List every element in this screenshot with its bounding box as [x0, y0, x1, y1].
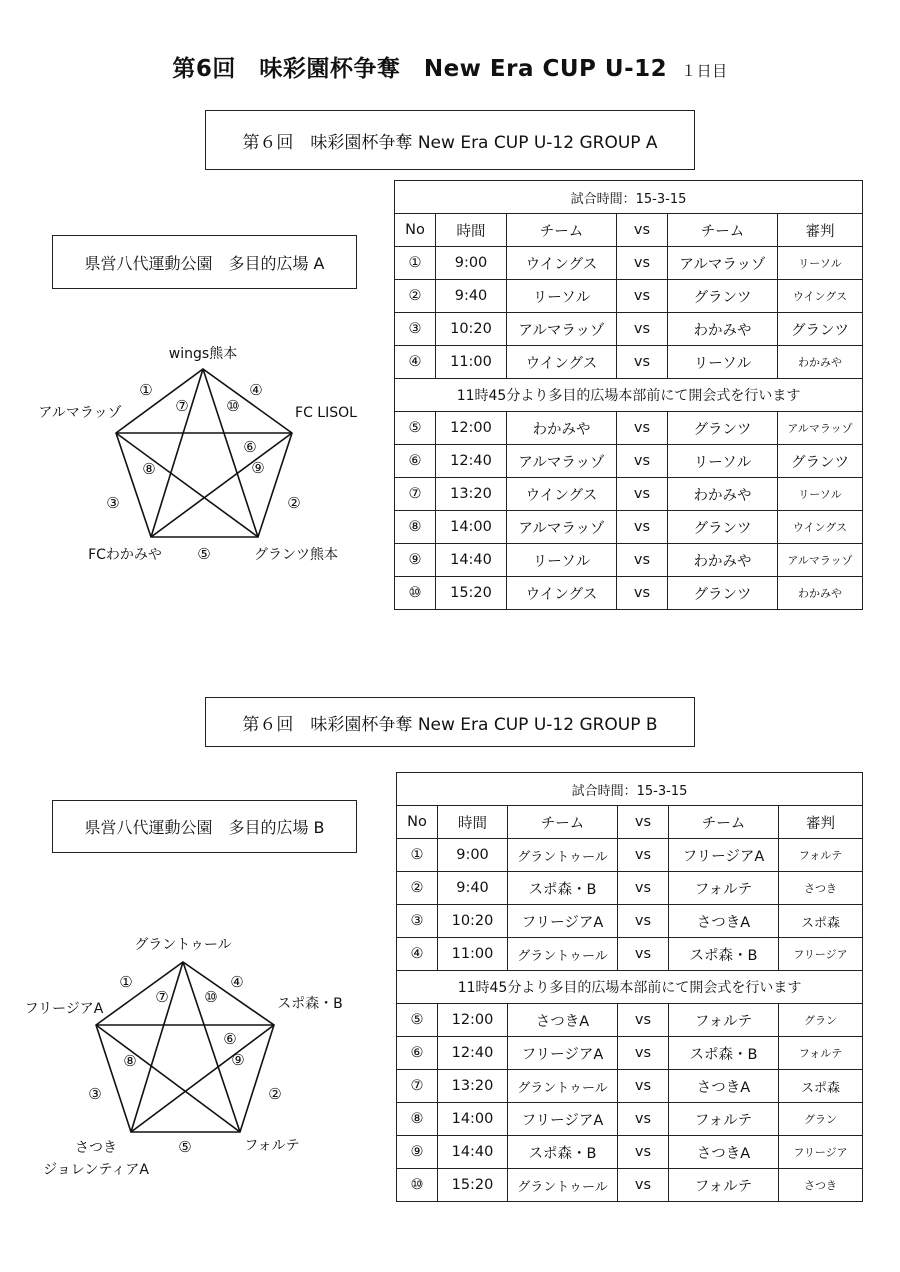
edge-label-5: ⑤	[178, 1138, 192, 1156]
opening-ceremony-notice: 11時45分より多目的広場本部前にて開会式を行います	[397, 971, 863, 1004]
header-team-home: チーム	[508, 806, 618, 839]
edge-label-10: ⑩	[226, 397, 240, 415]
group-a-venue: 県営八代運動公園 多目的広場 A	[52, 235, 357, 289]
match-no: ⑧	[395, 511, 436, 544]
team-label-right: スポ森・B	[277, 996, 343, 1012]
match-vs: vs	[617, 247, 668, 280]
match-time: 14:40	[438, 1136, 508, 1169]
table-header-row	[397, 806, 863, 839]
match-vs: vs	[617, 544, 668, 577]
match-away-team: わかみや	[668, 478, 778, 511]
edge-label-5: ⑤	[197, 545, 211, 563]
day-label: １日目	[681, 62, 728, 80]
match-away-team: スポ森・B	[669, 1037, 779, 1070]
header-no: No	[397, 806, 438, 839]
match-referee: グランツ	[778, 313, 863, 346]
match-away-team: さつきA	[669, 905, 779, 938]
edge-label-8: ⑧	[142, 460, 156, 478]
table-row	[395, 247, 863, 280]
edge-label-9: ⑨	[251, 459, 265, 477]
match-away-team: グランツ	[668, 511, 778, 544]
match-home-team: フリージアA	[508, 1103, 618, 1136]
table-header-row	[395, 214, 863, 247]
team-label-left: フリージアA	[24, 1001, 104, 1017]
table-row	[395, 313, 863, 346]
match-home-team: スポ森・B	[508, 1136, 618, 1169]
header-team-away: チーム	[668, 214, 778, 247]
match-home-team: アルマラッゾ	[507, 511, 617, 544]
edge-label-4: ④	[230, 973, 244, 991]
team-label-bottom-left: FCわかみや	[88, 547, 162, 563]
match-vs: vs	[617, 478, 668, 511]
match-time: 13:20	[438, 1070, 508, 1103]
edge-label-4: ④	[249, 381, 263, 399]
match-referee: ウイングス	[778, 511, 863, 544]
table-row	[395, 511, 863, 544]
match-time: 10:20	[436, 313, 507, 346]
edge-label-3: ③	[88, 1085, 102, 1103]
match-time: 11:00	[436, 346, 507, 379]
match-away-team: アルマラッゾ	[668, 247, 778, 280]
match-home-team: アルマラッゾ	[507, 445, 617, 478]
match-home-team: グラントゥール	[508, 938, 618, 971]
match-away-team: フォルテ	[669, 1169, 779, 1202]
match-no: ⑨	[397, 1136, 438, 1169]
match-vs: vs	[618, 1136, 669, 1169]
team-label-bottom-left: さつき	[75, 1140, 117, 1156]
match-time: 14:00	[438, 1103, 508, 1136]
notice-row	[397, 971, 863, 1004]
match-away-team: フォルテ	[669, 1004, 779, 1037]
match-no: ②	[397, 872, 438, 905]
group-b-title: 第６回 味彩園杯争奪 New Era CUP U-12 GROUP B	[205, 697, 695, 747]
match-no: ⑦	[397, 1070, 438, 1103]
match-home-team: ウイングス	[507, 577, 617, 610]
notice-row	[395, 379, 863, 412]
match-referee: さつき	[779, 1169, 863, 1202]
match-home-team: フリージアA	[508, 1037, 618, 1070]
table-row	[397, 938, 863, 971]
match-time: 9:40	[438, 872, 508, 905]
header-no: No	[395, 214, 436, 247]
team-label-bottom-left-2: ジョレンティアA	[43, 1162, 149, 1178]
edge-label-6: ⑥	[243, 438, 257, 456]
match-referee: わかみや	[778, 346, 863, 379]
match-referee: フォルテ	[779, 839, 863, 872]
table-row	[397, 1169, 863, 1202]
match-home-team: ウイングス	[507, 346, 617, 379]
match-referee: フリージア	[779, 938, 863, 971]
edge-label-8: ⑧	[123, 1052, 137, 1070]
match-no: ⑥	[395, 445, 436, 478]
edge-label-7: ⑦	[155, 988, 169, 1006]
table-row	[395, 445, 863, 478]
match-referee: リーソル	[778, 247, 863, 280]
match-no: ①	[397, 839, 438, 872]
match-referee: フリージア	[779, 1136, 863, 1169]
team-label-right: FC LISOL	[295, 405, 357, 421]
match-referee: グランツ	[778, 445, 863, 478]
match-vs: vs	[618, 1004, 669, 1037]
match-time: 10:20	[438, 905, 508, 938]
match-time: 12:40	[438, 1037, 508, 1070]
header-time: 時間	[436, 214, 507, 247]
table-row	[395, 478, 863, 511]
match-away-team: グランツ	[668, 577, 778, 610]
table-row	[397, 872, 863, 905]
match-no: ⑨	[395, 544, 436, 577]
match-no: ⑥	[397, 1037, 438, 1070]
opening-ceremony-notice: 11時45分より多目的広場本部前にて開会式を行います	[395, 379, 863, 412]
match-vs: vs	[617, 412, 668, 445]
match-no: ⑤	[397, 1004, 438, 1037]
table-row	[395, 412, 863, 445]
match-vs: vs	[617, 313, 668, 346]
match-referee: スポ森	[779, 1070, 863, 1103]
match-no: ③	[395, 313, 436, 346]
edge-label-9: ⑨	[231, 1051, 245, 1069]
match-referee: スポ森	[779, 905, 863, 938]
match-home-team: ウイングス	[507, 478, 617, 511]
match-home-team: スポ森・B	[508, 872, 618, 905]
team-label-top: グラントゥール	[134, 937, 232, 953]
group-a-pentagon-diagram	[0, 330, 390, 580]
edge-label-3: ③	[106, 494, 120, 512]
header-team-away: チーム	[669, 806, 779, 839]
team-label-bottom-right: フォルテ	[244, 1138, 300, 1154]
match-time: 12:00	[438, 1004, 508, 1037]
match-home-team: ウイングス	[507, 247, 617, 280]
match-no: ⑩	[397, 1169, 438, 1202]
match-no: ⑦	[395, 478, 436, 511]
match-time: 9:00	[436, 247, 507, 280]
match-away-team: フォルテ	[669, 872, 779, 905]
match-vs: vs	[618, 1037, 669, 1070]
match-home-team: リーソル	[507, 280, 617, 313]
match-time: 14:40	[436, 544, 507, 577]
group-b-pentagon-diagram	[0, 920, 390, 1180]
match-no: ②	[395, 280, 436, 313]
match-time-label: 試合時間：15-3-15	[397, 773, 863, 806]
table-row	[395, 280, 863, 313]
match-vs: vs	[618, 872, 669, 905]
team-label-top: wings熊本	[168, 346, 238, 362]
table-row	[395, 577, 863, 610]
table-caption-row	[395, 181, 863, 214]
match-vs: vs	[618, 1103, 669, 1136]
match-home-team: さつきA	[508, 1004, 618, 1037]
table-row	[397, 839, 863, 872]
match-away-team: リーソル	[668, 445, 778, 478]
match-time-label: 試合時間：15-3-15	[395, 181, 863, 214]
header-time: 時間	[438, 806, 508, 839]
match-away-team: リーソル	[668, 346, 778, 379]
match-no: ④	[397, 938, 438, 971]
match-referee: アルマラッゾ	[778, 544, 863, 577]
match-home-team: フリージアA	[508, 905, 618, 938]
match-time: 12:00	[436, 412, 507, 445]
header-referee: 審判	[779, 806, 863, 839]
match-vs: vs	[617, 445, 668, 478]
edge-label-10: ⑩	[204, 988, 218, 1006]
match-time: 15:20	[436, 577, 507, 610]
table-row	[397, 905, 863, 938]
edge-label-6: ⑥	[223, 1030, 237, 1048]
header-vs: vs	[618, 806, 669, 839]
match-vs: vs	[618, 1169, 669, 1202]
match-away-team: フォルテ	[669, 1103, 779, 1136]
group-a-schedule-table	[394, 180, 863, 610]
group-b-schedule-table	[396, 772, 863, 1202]
match-referee: グラン	[779, 1103, 863, 1136]
match-away-team: グランツ	[668, 280, 778, 313]
match-referee: ウイングス	[778, 280, 863, 313]
header-referee: 審判	[778, 214, 863, 247]
match-time: 9:00	[438, 839, 508, 872]
table-row	[395, 346, 863, 379]
match-away-team: グランツ	[668, 412, 778, 445]
match-time: 9:40	[436, 280, 507, 313]
table-row	[397, 1070, 863, 1103]
team-label-left: アルマラッゾ	[38, 405, 122, 421]
match-no: ③	[397, 905, 438, 938]
match-away-team: スポ森・B	[669, 938, 779, 971]
match-time: 14:00	[436, 511, 507, 544]
match-vs: vs	[617, 280, 668, 313]
edge-label-2: ②	[268, 1085, 282, 1103]
match-away-team: さつきA	[669, 1136, 779, 1169]
team-label-bottom-right: グランツ熊本	[254, 547, 338, 563]
match-time: 11:00	[438, 938, 508, 971]
match-vs: vs	[617, 511, 668, 544]
edge-label-1: ①	[139, 381, 153, 399]
match-time: 13:20	[436, 478, 507, 511]
match-no: ④	[395, 346, 436, 379]
match-vs: vs	[618, 905, 669, 938]
match-vs: vs	[617, 577, 668, 610]
match-vs: vs	[618, 839, 669, 872]
match-away-team: さつきA	[669, 1070, 779, 1103]
table-row	[397, 1103, 863, 1136]
match-home-team: アルマラッゾ	[507, 313, 617, 346]
table-row	[397, 1136, 863, 1169]
match-vs: vs	[618, 938, 669, 971]
edge-label-2: ②	[287, 494, 301, 512]
match-no: ⑧	[397, 1103, 438, 1136]
header-vs: vs	[617, 214, 668, 247]
table-row	[395, 544, 863, 577]
match-away-team: フリージアA	[669, 839, 779, 872]
match-no: ①	[395, 247, 436, 280]
match-home-team: グラントゥール	[508, 1169, 618, 1202]
match-no: ⑩	[395, 577, 436, 610]
page-title-text: 第6回 味彩園杯争奪 New Era CUP U-12	[172, 56, 668, 82]
table-row	[397, 1037, 863, 1070]
header-team-home: チーム	[507, 214, 617, 247]
match-time: 15:20	[438, 1169, 508, 1202]
match-home-team: グラントゥール	[508, 839, 618, 872]
match-away-team: わかみや	[668, 544, 778, 577]
match-vs: vs	[618, 1070, 669, 1103]
match-referee: わかみや	[778, 577, 863, 610]
match-referee: フォルテ	[779, 1037, 863, 1070]
match-home-team: わかみや	[507, 412, 617, 445]
group-b-venue: 県営八代運動公園 多目的広場 B	[52, 800, 357, 853]
table-row	[397, 1004, 863, 1037]
match-referee: グラン	[779, 1004, 863, 1037]
match-referee: リーソル	[778, 478, 863, 511]
match-home-team: グラントゥール	[508, 1070, 618, 1103]
page-title	[0, 50, 900, 83]
match-no: ⑤	[395, 412, 436, 445]
match-home-team: リーソル	[507, 544, 617, 577]
group-a-title: 第６回 味彩園杯争奪 New Era CUP U-12 GROUP A	[205, 110, 695, 170]
match-away-team: わかみや	[668, 313, 778, 346]
edge-label-1: ①	[119, 973, 133, 991]
match-vs: vs	[617, 346, 668, 379]
table-caption-row	[397, 773, 863, 806]
edge-label-7: ⑦	[175, 397, 189, 415]
match-referee: さつき	[779, 872, 863, 905]
match-time: 12:40	[436, 445, 507, 478]
match-referee: アルマラッゾ	[778, 412, 863, 445]
